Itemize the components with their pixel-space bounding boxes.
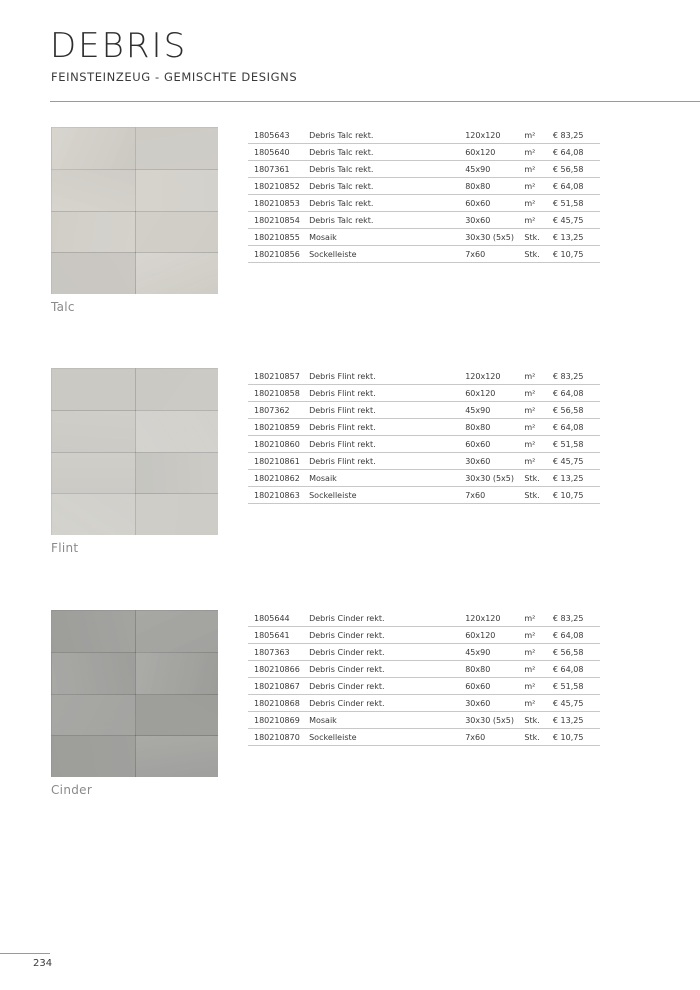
- product-code: 180210858: [248, 385, 303, 402]
- product-unit: Stk.: [518, 246, 547, 263]
- product-name: Debris Talc rekt.: [303, 127, 459, 144]
- product-unit: Stk.: [518, 229, 547, 246]
- product-size: 30x30 (5x5): [459, 712, 518, 729]
- product-name: Debris Cinder rekt.: [303, 678, 459, 695]
- table-row: [248, 229, 600, 246]
- header-divider: [50, 101, 700, 102]
- product-price: € 64,08: [547, 661, 600, 678]
- product-code: 1805640: [248, 144, 303, 161]
- product-name: Debris Cinder rekt.: [303, 627, 459, 644]
- table-row: [248, 368, 600, 385]
- tile-pattern: [135, 493, 219, 535]
- product-size: 80x80: [459, 419, 518, 436]
- tile-pattern: [51, 127, 136, 170]
- product-name: Debris Flint rekt.: [303, 385, 459, 402]
- product-size: 45x90: [459, 644, 518, 661]
- product-price: € 64,08: [547, 178, 600, 195]
- product-price: € 56,58: [547, 402, 600, 419]
- product-name: Mosaik: [303, 712, 459, 729]
- product-unit: m²: [518, 385, 547, 402]
- table-row: [248, 385, 600, 402]
- table-row: [248, 161, 600, 178]
- product-code: 180210867: [248, 678, 303, 695]
- price-table: [248, 610, 600, 746]
- table-row: [248, 178, 600, 195]
- tile-pattern: [135, 169, 219, 212]
- product-name: Debris Flint rekt.: [303, 402, 459, 419]
- product-section-flint: [0, 368, 700, 608]
- product-name: Debris Talc rekt.: [303, 195, 459, 212]
- table-row: [248, 453, 600, 470]
- page-subtitle: FEINSTEINZEUG - GEMISCHTE DESIGNS: [51, 70, 298, 84]
- product-price: € 51,58: [547, 195, 600, 212]
- tile-pattern: [51, 610, 136, 653]
- product-code: 180210856: [248, 246, 303, 263]
- product-name: Debris Flint rekt.: [303, 436, 459, 453]
- table-row: [248, 436, 600, 453]
- table-row: [248, 212, 600, 229]
- product-size: 60x120: [459, 627, 518, 644]
- product-name: Debris Talc rekt.: [303, 161, 459, 178]
- table-row: [248, 487, 600, 504]
- table-row: [248, 610, 600, 627]
- product-price: € 51,58: [547, 678, 600, 695]
- product-code: 180210859: [248, 419, 303, 436]
- product-unit: Stk.: [518, 729, 547, 746]
- table-row: [248, 402, 600, 419]
- product-name: Debris Talc rekt.: [303, 144, 459, 161]
- product-unit: m²: [518, 695, 547, 712]
- tile-pattern: [135, 694, 219, 737]
- product-size: 60x120: [459, 385, 518, 402]
- cinder-tile-image: [51, 610, 218, 777]
- product-code: 180210861: [248, 453, 303, 470]
- tile-pattern: [135, 735, 219, 777]
- tile-pattern: [51, 735, 136, 777]
- product-code: 180210855: [248, 229, 303, 246]
- product-size: 7x60: [459, 246, 518, 263]
- product-code: 180210866: [248, 661, 303, 678]
- product-price: € 83,25: [547, 610, 600, 627]
- product-size: 30x60: [459, 695, 518, 712]
- section-caption: Talc: [51, 300, 75, 314]
- product-unit: m²: [518, 144, 547, 161]
- product-size: 120x120: [459, 368, 518, 385]
- product-name: Debris Cinder rekt.: [303, 661, 459, 678]
- product-price: € 64,08: [547, 144, 600, 161]
- tile-pattern: [135, 452, 219, 495]
- table-row: [248, 627, 600, 644]
- product-price: € 83,25: [547, 127, 600, 144]
- product-price: € 64,08: [547, 627, 600, 644]
- product-code: 1807362: [248, 402, 303, 419]
- product-price: € 45,75: [547, 695, 600, 712]
- product-name: Debris Flint rekt.: [303, 453, 459, 470]
- product-code: 180210860: [248, 436, 303, 453]
- product-name: Sockelleiste: [303, 729, 459, 746]
- product-code: 180210862: [248, 470, 303, 487]
- tile-pattern: [135, 127, 219, 170]
- product-price: € 64,08: [547, 385, 600, 402]
- product-size: 120x120: [459, 127, 518, 144]
- product-unit: m²: [518, 161, 547, 178]
- product-size: 45x90: [459, 402, 518, 419]
- product-size: 60x60: [459, 195, 518, 212]
- section-caption: Cinder: [51, 783, 93, 797]
- product-unit: m²: [518, 195, 547, 212]
- tile-pattern: [135, 610, 219, 653]
- product-code: 180210863: [248, 487, 303, 504]
- table-row: [248, 678, 600, 695]
- product-price: € 13,25: [547, 229, 600, 246]
- product-section-cinder: [0, 610, 700, 850]
- page-title: DEBRIS: [50, 26, 188, 66]
- product-name: Mosaik: [303, 229, 459, 246]
- product-unit: m²: [518, 368, 547, 385]
- product-unit: m²: [518, 419, 547, 436]
- product-size: 30x60: [459, 453, 518, 470]
- product-size: 80x80: [459, 178, 518, 195]
- product-price: € 56,58: [547, 161, 600, 178]
- product-size: 45x90: [459, 161, 518, 178]
- product-unit: Stk.: [518, 712, 547, 729]
- product-code: 1807361: [248, 161, 303, 178]
- tile-pattern: [135, 652, 219, 695]
- product-price: € 45,75: [547, 453, 600, 470]
- product-price: € 51,58: [547, 436, 600, 453]
- product-section-talc: [0, 127, 700, 367]
- table-row: [248, 729, 600, 746]
- product-name: Debris Talc rekt.: [303, 178, 459, 195]
- product-name: Mosaik: [303, 470, 459, 487]
- product-name: Debris Flint rekt.: [303, 419, 459, 436]
- table-row: [248, 246, 600, 263]
- product-code: 1805644: [248, 610, 303, 627]
- table-row: [248, 695, 600, 712]
- price-table: [248, 368, 600, 504]
- product-size: 30x60: [459, 212, 518, 229]
- product-name: Debris Flint rekt.: [303, 368, 459, 385]
- product-price: € 83,25: [547, 368, 600, 385]
- tile-pattern: [51, 169, 136, 212]
- product-price: € 10,75: [547, 729, 600, 746]
- product-code: 180210852: [248, 178, 303, 195]
- product-code: 180210857: [248, 368, 303, 385]
- product-code: 180210868: [248, 695, 303, 712]
- product-unit: m²: [518, 127, 547, 144]
- product-code: 180210870: [248, 729, 303, 746]
- table-row: [248, 470, 600, 487]
- tile-pattern: [51, 368, 136, 411]
- product-name: Debris Cinder rekt.: [303, 695, 459, 712]
- product-unit: m²: [518, 436, 547, 453]
- table-row: [248, 127, 600, 144]
- table-row: [248, 661, 600, 678]
- tile-pattern: [51, 652, 136, 695]
- price-table: [248, 127, 600, 263]
- product-price: € 45,75: [547, 212, 600, 229]
- tile-pattern: [135, 368, 219, 411]
- product-price: € 13,25: [547, 470, 600, 487]
- product-code: 180210869: [248, 712, 303, 729]
- product-name: Sockelleiste: [303, 246, 459, 263]
- table-row: [248, 195, 600, 212]
- product-code: 1807363: [248, 644, 303, 661]
- product-size: 60x120: [459, 144, 518, 161]
- product-price: € 56,58: [547, 644, 600, 661]
- product-code: 1805643: [248, 127, 303, 144]
- table-row: [248, 712, 600, 729]
- product-size: 30x30 (5x5): [459, 229, 518, 246]
- tile-pattern: [135, 211, 219, 254]
- page-number: 234: [33, 958, 53, 969]
- product-size: 60x60: [459, 436, 518, 453]
- product-code: 1805641: [248, 627, 303, 644]
- tile-pattern: [51, 211, 136, 254]
- tile-pattern: [135, 410, 219, 453]
- talc-tile-image: [51, 127, 218, 294]
- product-size: 30x30 (5x5): [459, 470, 518, 487]
- table-row: [248, 644, 600, 661]
- product-unit: m²: [518, 627, 547, 644]
- product-name: Debris Cinder rekt.: [303, 610, 459, 627]
- product-unit: Stk.: [518, 470, 547, 487]
- section-caption: Flint: [51, 541, 79, 555]
- product-size: 60x60: [459, 678, 518, 695]
- tile-pattern: [51, 493, 136, 535]
- tile-pattern: [51, 410, 136, 453]
- product-price: € 10,75: [547, 487, 600, 504]
- product-size: 7x60: [459, 729, 518, 746]
- table-row: [248, 419, 600, 436]
- flint-tile-image: [51, 368, 218, 535]
- product-unit: Stk.: [518, 487, 547, 504]
- footer-divider: [0, 953, 50, 954]
- product-size: 80x80: [459, 661, 518, 678]
- product-unit: m²: [518, 610, 547, 627]
- product-price: € 10,75: [547, 246, 600, 263]
- table-row: [248, 144, 600, 161]
- product-unit: m²: [518, 661, 547, 678]
- product-unit: m²: [518, 178, 547, 195]
- tile-pattern: [51, 252, 136, 294]
- product-price: € 64,08: [547, 419, 600, 436]
- product-name: Debris Talc rekt.: [303, 212, 459, 229]
- product-name: Sockelleiste: [303, 487, 459, 504]
- product-code: 180210854: [248, 212, 303, 229]
- product-size: 120x120: [459, 610, 518, 627]
- product-name: Debris Cinder rekt.: [303, 644, 459, 661]
- tile-pattern: [51, 452, 136, 495]
- tile-pattern: [135, 252, 219, 294]
- product-price: € 13,25: [547, 712, 600, 729]
- product-size: 7x60: [459, 487, 518, 504]
- product-unit: m²: [518, 402, 547, 419]
- tile-pattern: [51, 694, 136, 737]
- product-unit: m²: [518, 453, 547, 470]
- product-unit: m²: [518, 644, 547, 661]
- product-unit: m²: [518, 212, 547, 229]
- product-code: 180210853: [248, 195, 303, 212]
- product-unit: m²: [518, 678, 547, 695]
